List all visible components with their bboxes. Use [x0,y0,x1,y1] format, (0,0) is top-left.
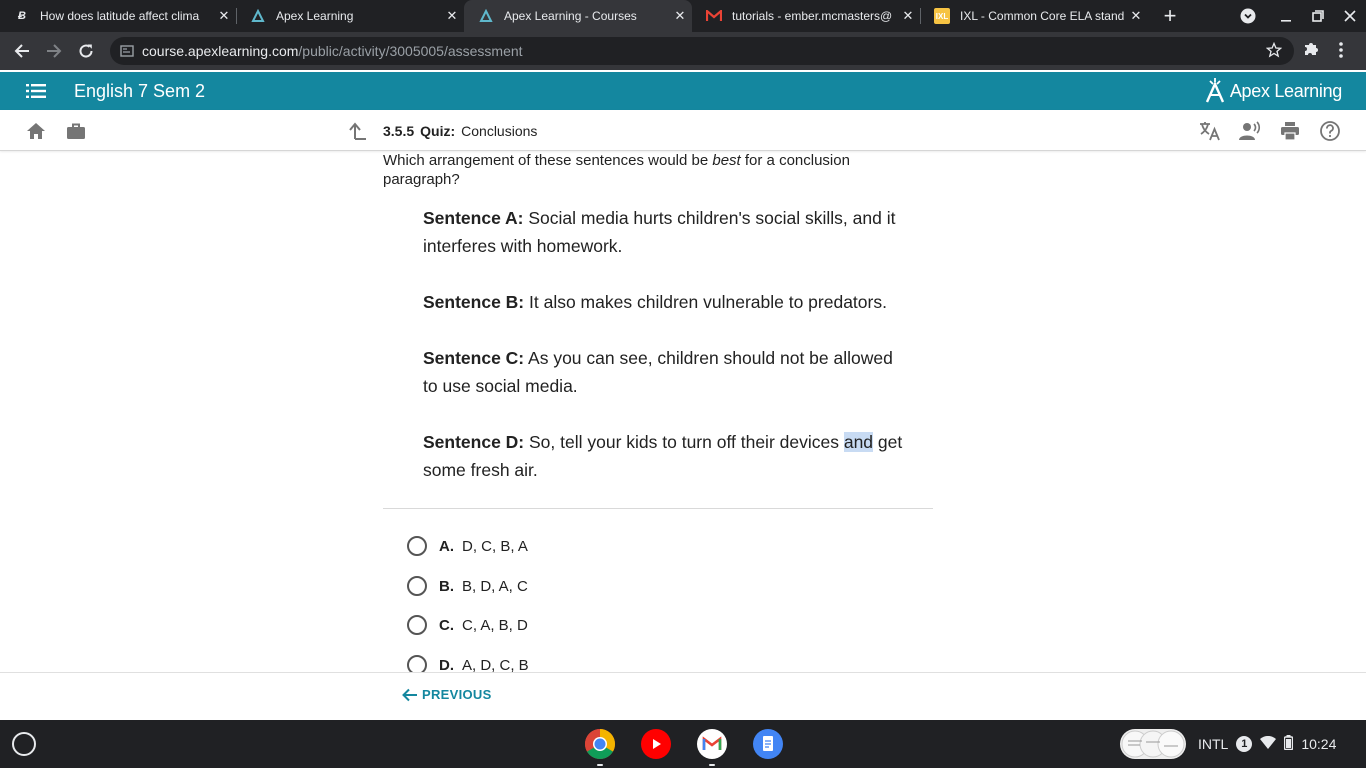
up-level-arrow-icon[interactable] [347,120,369,142]
tab-title: Apex Learning - Courses [504,9,637,23]
left-arrow-icon [402,688,418,702]
new-tab-button[interactable]: + [1163,3,1177,28]
apex-icon [250,8,266,24]
more-menu-icon[interactable] [1338,41,1344,64]
prompt-text-after: for a conclusion paragraph? [383,152,850,188]
browser-toolbar [0,32,1366,70]
option-letter: D. [439,656,454,672]
activity-bar [0,110,1366,151]
sentence-label: Sentence A: [423,208,524,228]
radio-button[interactable] [407,615,427,635]
back-arrow-icon[interactable] [10,39,34,63]
option-text: D, C, B, A [462,537,528,555]
quiz-footer [0,672,1366,720]
url-host: course.apexlearning.com [142,43,299,59]
close-tab-icon[interactable]: ✕ [674,8,686,23]
sentence-text: So, tell your kids to turn off their devices [524,432,844,452]
home-icon[interactable] [25,120,47,142]
os-shelf [0,720,1366,768]
selected-text-highlight: and [843,432,874,452]
close-tab-icon[interactable]: ✕ [902,8,914,23]
tote-thumbnails[interactable] [1120,729,1186,759]
radio-button[interactable] [407,655,427,672]
activity-name: Conclusions [461,123,538,139]
sentence-text-end: get some fresh air. [423,432,903,480]
sentence-label: Sentence C: [423,348,525,368]
reload-icon[interactable] [74,39,98,63]
ixl-icon: IXL [934,8,950,24]
close-tab-icon[interactable]: ✕ [446,8,458,23]
previous-label: PREVIOUS [422,687,492,702]
url-text [142,43,523,59]
restore-icon[interactable] [1306,4,1330,28]
gmail-icon[interactable] [696,728,728,760]
sentence-c [423,344,903,400]
briefcase-icon[interactable] [65,120,87,142]
course-menu-icon[interactable] [26,84,46,103]
extensions-puzzle-icon[interactable] [1302,40,1320,63]
youtube-icon[interactable] [640,728,672,760]
course-title: English 7 Sem 2 [74,81,206,101]
sentence-label: Sentence B: [423,292,525,312]
help-icon[interactable] [1319,120,1341,142]
answer-option-d[interactable] [407,653,529,672]
site-info-icon[interactable] [120,44,134,58]
option-letter: C. [439,616,454,634]
url-path: /public/activity/3005005/assessment [298,43,523,59]
tab-title: How does latitude affect clima [40,9,200,23]
radio-button[interactable] [407,576,427,596]
notification-badge: 1 [1236,736,1252,752]
print-icon[interactable] [1279,120,1301,142]
apex-logo-icon [1204,78,1226,104]
forward-arrow-icon[interactable] [42,39,66,63]
option-text: A, D, C, B [462,656,529,672]
clock: 10:24 [1301,736,1337,752]
activity-breadcrumb [383,123,537,139]
tab-apex-learning[interactable] [236,0,464,32]
apex-logo[interactable] [1204,78,1342,104]
tab-brainly[interactable] [0,0,236,32]
address-bar[interactable] [110,37,1294,65]
tab-title: tutorials - ember.mcmasters@ [732,9,893,23]
translate-icon[interactable] [1199,120,1221,142]
close-tab-icon[interactable]: ✕ [1130,8,1142,23]
close-tab-icon[interactable]: ✕ [218,8,230,23]
sentence-text: It also makes children vulnerable to predators. [524,292,887,312]
sentence-label: Sentence D: [423,432,525,452]
tab-ixl[interactable] [920,0,1148,32]
running-indicator [709,764,715,766]
minimize-icon[interactable] [1274,4,1298,28]
tab-title: IXL - Common Core ELA stand [960,9,1124,23]
browser-tab-strip [0,0,1366,32]
tab-apex-courses[interactable] [464,0,692,32]
close-window-icon[interactable] [1338,4,1362,28]
text-to-speech-icon[interactable] [1239,120,1261,142]
option-letter: B. [439,577,454,595]
prompt-emphasis: best [712,152,741,169]
option-text: C, A, B, D [462,616,528,634]
sentence-b [423,288,903,316]
bookmark-star-icon[interactable] [1266,42,1282,63]
wifi-icon [1260,736,1276,753]
running-indicator [597,764,603,766]
option-text: B, D, A, C [462,577,528,595]
launcher-icon[interactable] [12,732,36,756]
sentence-text: Social media hurts children's social skills, and it interferes with homework. [423,208,896,256]
gmail-icon [706,8,722,24]
apex-logo-text: Apex Learning [1229,80,1342,101]
battery-icon [1284,735,1293,753]
divider [383,508,933,509]
prompt-text-before: Which arrangement of these sentences would be [383,152,713,169]
tab-search-icon[interactable] [1236,4,1260,28]
quiz-content [0,151,1366,672]
question-prompt [383,151,903,189]
sentence-a [423,204,903,260]
apex-icon [478,8,494,24]
status-tray[interactable] [1198,729,1336,759]
sentence-d [423,428,903,484]
tab-gmail[interactable] [692,0,920,32]
sentence-list [423,204,903,512]
activity-number: 3.5.5 [383,123,415,139]
keyboard-layout: INTL [1198,736,1229,752]
option-letter: A. [439,537,454,555]
sentence-text: As you can see, children should not be allowed to use social media. [423,348,893,396]
previous-button[interactable] [402,687,492,702]
answer-option-a[interactable] [407,534,528,558]
activity-type: Quiz: [420,123,456,139]
answer-option-c[interactable] [407,613,528,637]
tab-title: Apex Learning [276,9,354,23]
docs-icon[interactable] [752,728,784,760]
answer-option-b[interactable] [407,574,528,598]
apex-header [0,72,1366,110]
chrome-icon[interactable] [584,728,616,760]
radio-button[interactable] [407,536,427,556]
brainly-icon: Ƀ [18,10,26,22]
